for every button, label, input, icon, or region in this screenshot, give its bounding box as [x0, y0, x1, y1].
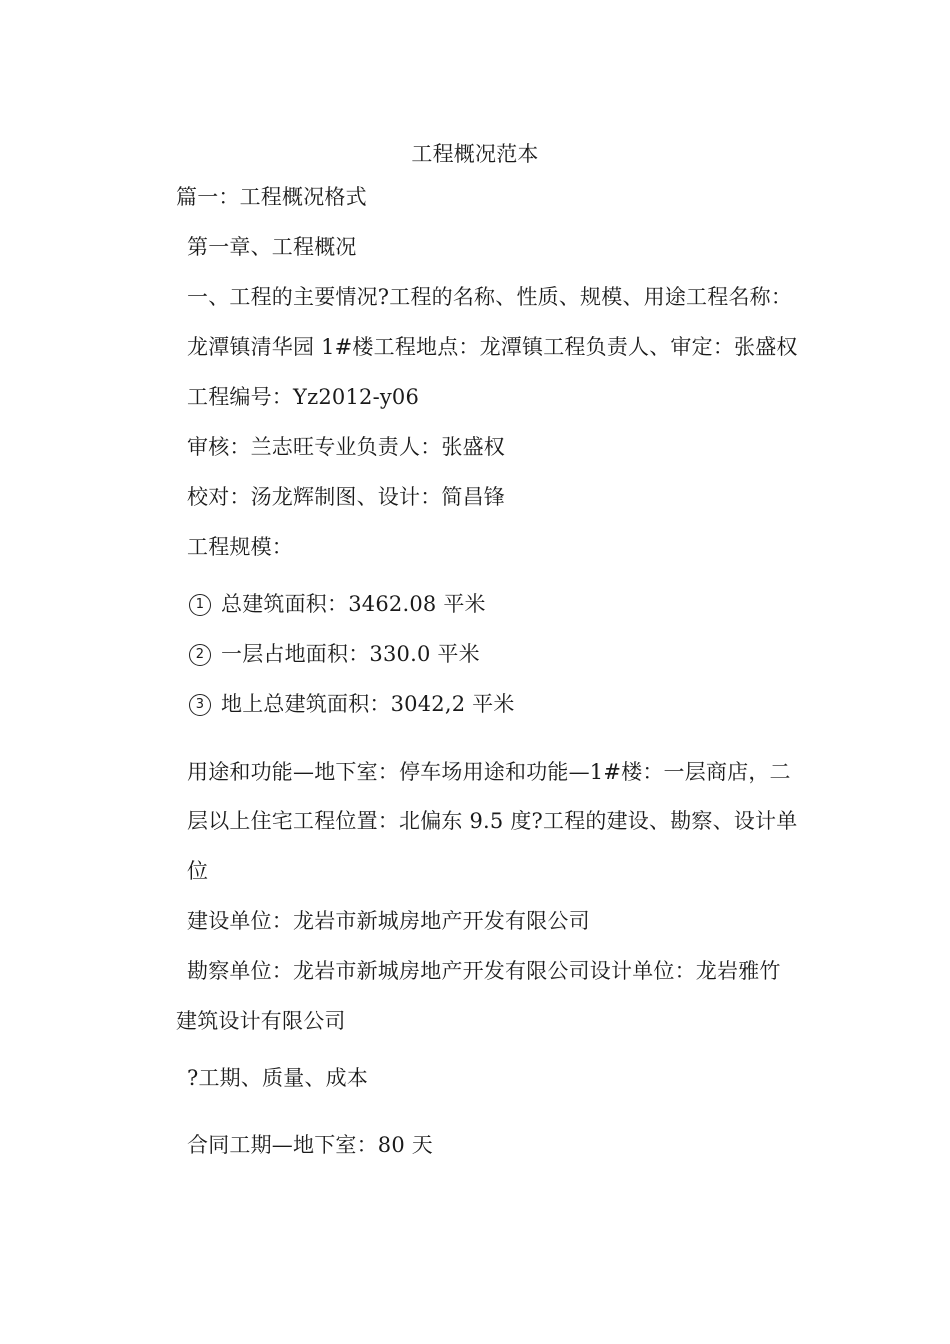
paragraph-line: 建设单位：龙岩市新城房地产开发有限公司 [187, 909, 590, 933]
section-heading: 篇一：工程概况格式 [176, 185, 367, 209]
list-item-text: 一层占地面积：330.0 平米 [221, 642, 480, 666]
paragraph-line: 建筑设计有限公司 [176, 1009, 346, 1033]
paragraph-line: ?工期、质量、成本 [187, 1066, 369, 1090]
circled-number-marker: 3 [189, 694, 211, 716]
paragraph-line: 工程规模： [187, 535, 293, 559]
list-item [189, 589, 486, 619]
paragraph-line: 勘察单位：龙岩市新城房地产开发有限公司设计单位：龙岩雅竹 [187, 959, 781, 983]
list-item [189, 639, 480, 669]
paragraph-line: 合同工期—地下室：80 天 [187, 1133, 433, 1157]
paragraph-line: 校对：汤龙辉制图、设计：简昌锋 [187, 485, 505, 509]
paragraph-line: 用途和功能—地下室：停车场用途和功能—1#楼：一层商店，二 [187, 760, 791, 784]
paragraph-line: 一、工程的主要情况?工程的名称、性质、规模、用途工程名称： [187, 285, 793, 309]
list-item-text: 总建筑面积：3462.08 平米 [221, 592, 486, 616]
chapter-heading: 第一章、工程概况 [187, 235, 357, 259]
paragraph-line: 龙潭镇清华园 1#楼工程地点：龙潭镇工程负责人、审定：张盛权 [187, 335, 798, 359]
paragraph-line: 审核：兰志旺专业负责人：张盛权 [187, 435, 505, 459]
paragraph-line: 工程编号：Yz2012-y06 [187, 385, 420, 409]
paragraph-line: 位 [187, 859, 209, 883]
circled-number-marker: 2 [189, 644, 211, 666]
circled-number-marker: 1 [189, 594, 211, 616]
document-title: 工程概况范本 [411, 142, 539, 166]
list-item [189, 689, 515, 719]
paragraph-line: 层以上住宅工程位置：北偏东 9.5 度?工程的建设、勘察、设计单 [187, 809, 798, 833]
list-item-text: 地上总建筑面积：3042,2 平米 [221, 692, 515, 716]
